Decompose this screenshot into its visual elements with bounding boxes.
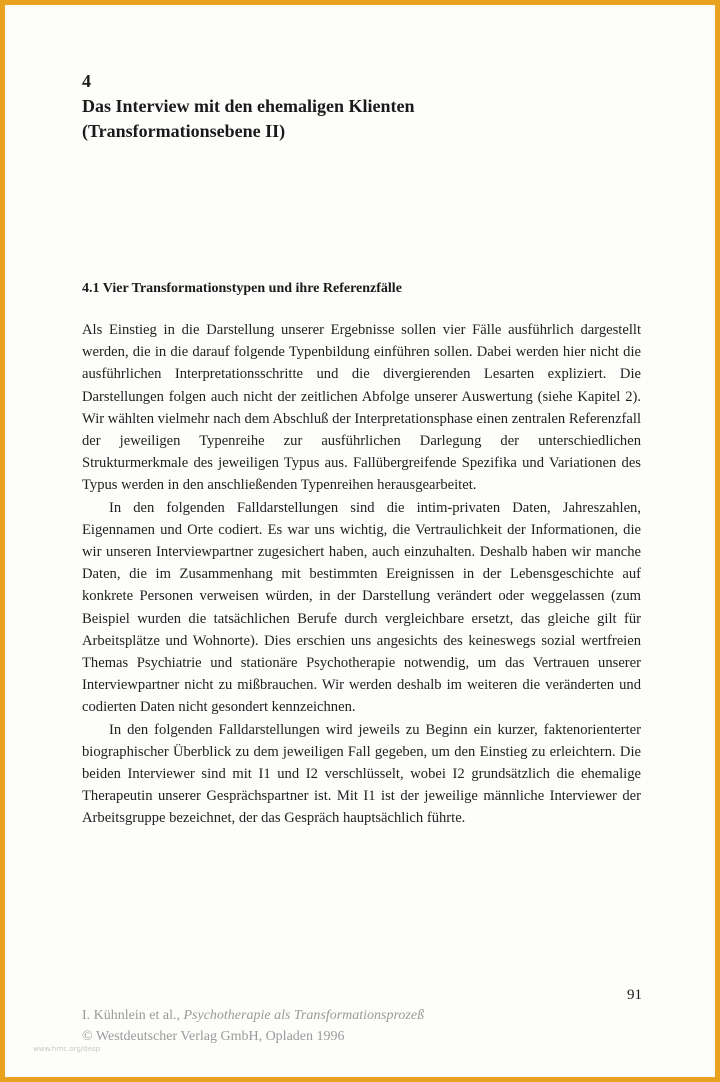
paragraph-2: In den folgenden Falldarstellungen sind die intim-privaten Daten, Jahreszahlen, Eigennamen und Orte codiert. Es war uns wichtig, die Vertraulichkeit der Informationen, die wir unseren Interviewpartner zugesichert haben, auch einzuhalten. Deshalb haben wir manche Daten, die im Zusammenhang mit bestimmten Ereignissen in der Lebensgeschichte auf konkrete Personen verweisen würden, in der Darstellung verändert oder weggelassen (zum Beispiel wurden die tatsächlichen Berufe durch vergleichbare ersetzt, das gleiche gilt für Arbeitsplätze und Wohnorte). Dies erschien uns angesichts des keineswegs sozial wertfreien Themas Psychiatrie und stationäre Psychotherapie notwendig, um das Vertrauen unserer Interviewpartner nicht zu mißbrauchen. Wir werden deshalb im weiteren die veränderten und codierten Daten nicht gesondert kennzeichnen. xyxy=(82,499,641,716)
citation-book-title: Psychotherapie als Transformationsprozeß xyxy=(183,1008,425,1023)
chapter-title-line-1: Das Interview mit den ehemaligen Klienten xyxy=(82,96,415,116)
paragraph-1: Als Einstieg in die Darstellung unserer Ergebnisse sollen vier Fälle ausführlich dargestellt werden, die in die darauf folgende Typenbildung einführen sollen. Dabei werden hier nicht die ausführlichen Interpretationsschritte und die divergierenden Lesarten expliziert. Die Darstellungen folgen auch nicht der zeitlichen Abfolge unserer Auswertung (siehe Kapitel 2). Wir wählten vielmehr nach dem Abschluß der Interpretationsphase einen zentralen Referenzfall der jeweiligen Typenreihe zur ausführlichen Darlegung der unterschiedlichen Strukturmerkmale des jeweiligen Typus aus. Fallübergreifende Spezifika und Variationen des Typus werden in den anschließenden Typenreihen herausgearbeitet. xyxy=(82,322,641,494)
citation-authors: I. Kühnlein et al., xyxy=(82,1008,180,1023)
chapter-title-line-2: (Transformationsebene II) xyxy=(82,121,286,141)
book-page xyxy=(5,5,715,1077)
section-heading: 4.1 Vier Transformationstypen und ihre Referenzfälle xyxy=(82,281,402,296)
page-number: 91 xyxy=(627,987,642,1003)
citation-publisher: © Westdeutscher Verlag GmbH, Opladen 1996 xyxy=(82,1029,345,1044)
citation-line-1 xyxy=(82,1005,424,1026)
chapter-heading xyxy=(82,69,642,144)
body-text xyxy=(82,319,641,830)
paragraph-3: In den folgenden Falldarstellungen wird jeweils zu Beginn ein kurzer, faktenorienterter biographischer Überblick zu dem jeweiligen Fall gegeben, um den Einstieg zu erleichtern. Die beiden Interviewer sind mit I1 und I2 verschlüsselt, wobei I2 grundsätzlich die ehemalige Therapeutin unserer Gesprächspartner ist. Mit I1 ist der jeweilige männliche Interviewer der Arbeitsgruppe bezeichnet, der das Gespräch hauptsächlich führte. xyxy=(82,721,641,827)
citation-footer xyxy=(82,1005,424,1047)
watermark: www.hrnc.org/desp xyxy=(33,1045,101,1053)
chapter-number: 4 xyxy=(82,71,91,91)
